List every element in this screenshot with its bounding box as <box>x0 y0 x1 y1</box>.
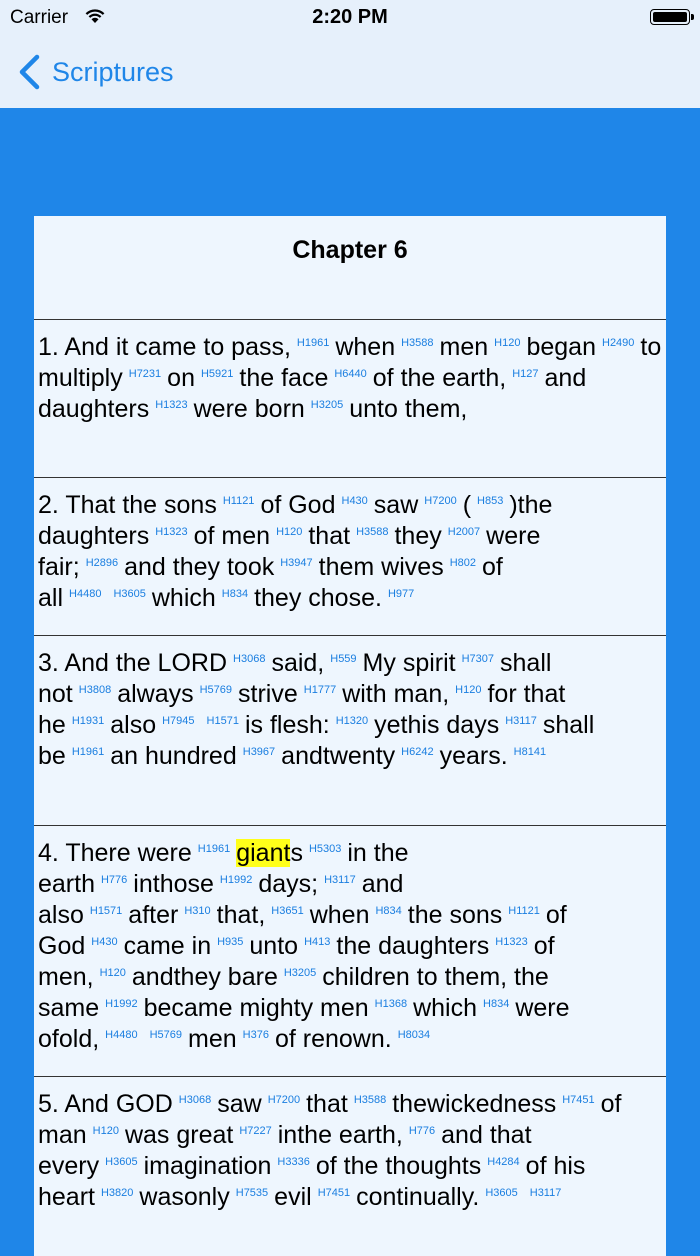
strongs-number-link[interactable]: H3068 <box>178 1094 212 1106</box>
strongs-number-link[interactable]: H1992 <box>105 998 138 1010</box>
verse-list <box>34 320 666 1256</box>
navigation-bar <box>0 36 700 108</box>
verse-word-run: 1. And it came to pass, <box>38 333 291 361</box>
verse-word-run: they <box>394 522 442 550</box>
strongs-number-link[interactable]: H3117 <box>324 874 356 886</box>
strongs-number-link[interactable]: H430 <box>91 936 118 948</box>
verse-word-run: was <box>139 1183 184 1211</box>
verse-word-run: began <box>526 333 596 361</box>
strongs-number-link[interactable]: H3117 <box>529 1187 562 1199</box>
strongs-number-link[interactable]: H7200 <box>424 495 457 507</box>
verse-word-run: continually. <box>356 1183 480 1211</box>
verse-word-run: in the earth <box>38 839 409 898</box>
strongs-number-link[interactable]: H1121 <box>222 495 255 507</box>
strongs-number-link[interactable]: H5769 <box>199 684 233 696</box>
verse-word-run: ( <box>462 491 472 519</box>
verse-word-run: that <box>308 522 351 550</box>
verse-word-run: men <box>439 333 489 361</box>
back-button[interactable] <box>18 52 174 92</box>
verse-word-run: only <box>183 1183 230 1211</box>
verse-word-run: the <box>392 1090 427 1118</box>
verse-word-run: and that every <box>38 1121 532 1180</box>
strongs-number-link[interactable]: H7945 <box>162 715 195 727</box>
clock-time: 2:20 PM <box>312 6 388 28</box>
verse-word-run: of the thoughts <box>315 1152 482 1180</box>
verse-word-run: is flesh: <box>244 711 330 739</box>
strongs-number-link[interactable]: H1323 <box>155 399 188 411</box>
verse-word-run: twenty <box>322 742 396 770</box>
strongs-number-link[interactable]: H5769 <box>149 1029 183 1041</box>
verse-word-run: those <box>152 870 214 898</box>
verse-word-run: said, <box>271 649 325 677</box>
strongs-number-link[interactable]: H3205 <box>283 967 317 979</box>
strongs-number-link[interactable]: H1323 <box>495 936 528 948</box>
search-highlight: giant <box>236 839 291 867</box>
strongs-number-link[interactable]: H3947 <box>280 557 313 569</box>
strongs-number-link[interactable]: H310 <box>184 905 211 917</box>
strongs-number-link[interactable]: H8141 <box>513 746 547 758</box>
verse-word-run: them wives <box>318 553 444 581</box>
strongs-number-link[interactable]: H5921 <box>200 368 234 380</box>
verse-word-run: men <box>188 1025 237 1053</box>
strongs-number-link[interactable]: H3605 <box>113 588 146 600</box>
verse-word-run: and <box>281 742 323 770</box>
strongs-number-link[interactable]: H3205 <box>310 399 344 411</box>
verse-text <box>38 490 662 614</box>
verse-word-run: the sons <box>407 901 503 929</box>
verse-word-run: shall not <box>38 649 552 708</box>
verse-word-run: on <box>167 364 195 392</box>
verse-word-run: unto <box>249 932 299 960</box>
verse-word-run: the daughters <box>336 932 490 960</box>
verse-word-run: wickedness <box>427 1090 557 1118</box>
verse-word-run: of men, <box>38 932 555 991</box>
strongs-number-link[interactable]: H376 <box>242 1029 269 1041</box>
strongs-number-link[interactable]: H4480 <box>69 588 102 600</box>
verse-3[interactable] <box>34 636 666 826</box>
verse-word-run: and <box>131 963 174 991</box>
verse-word-run: that <box>306 1090 348 1118</box>
strongs-number-link[interactable]: H3588 <box>356 526 389 538</box>
verse-word-run: years. <box>439 742 508 770</box>
verse-word-run: unto them, <box>349 395 468 423</box>
strongs-number-link[interactable]: H7227 <box>239 1125 272 1137</box>
status-bar <box>0 0 700 36</box>
strongs-number-link[interactable]: H3336 <box>277 1156 310 1168</box>
strongs-number-link[interactable]: H7200 <box>267 1094 301 1106</box>
verse-word-run: strive <box>238 680 298 708</box>
verse-word-run: of renown. <box>274 1025 392 1053</box>
strongs-number-link[interactable]: H1961 <box>197 843 231 855</box>
verse-word-run: ) <box>509 491 518 519</box>
verse-word-run: to multiply <box>38 333 662 392</box>
verse-text <box>38 838 662 1055</box>
strongs-number-link[interactable]: H7231 <box>128 368 162 380</box>
verse-word-run: after <box>128 901 179 929</box>
strongs-number-link[interactable]: H1571 <box>206 715 239 727</box>
strongs-number-link[interactable]: H3808 <box>78 684 112 696</box>
verse-word-run: were of <box>38 994 570 1053</box>
strongs-number-link[interactable]: H2007 <box>447 526 481 538</box>
strongs-number-link[interactable]: H3588 <box>401 337 434 349</box>
strongs-number-link[interactable]: H120 <box>99 967 126 979</box>
battery-icon <box>650 9 690 25</box>
verse-word-run: days; <box>258 870 319 898</box>
strongs-number-link[interactable]: H5303 <box>308 843 342 855</box>
verse-1[interactable] <box>34 320 666 478</box>
strongs-number-link[interactable]: H2490 <box>602 337 635 349</box>
verse-word-run: they chose. <box>254 584 382 612</box>
strongs-number-link[interactable]: H1571 <box>89 905 123 917</box>
verse-word-run: of his heart <box>38 1152 586 1211</box>
verse-word-run: an hundred <box>110 742 237 770</box>
strongs-number-link[interactable]: H6440 <box>334 368 367 380</box>
verse-word-run: his days <box>407 711 500 739</box>
strongs-number-link[interactable]: H1777 <box>303 684 337 696</box>
verse-word-run: came in <box>123 932 212 960</box>
strongs-number-link[interactable]: H8034 <box>397 1029 431 1041</box>
chapter-content[interactable] <box>34 216 666 1256</box>
verse-word-run: and they took <box>124 553 275 581</box>
verse-word-run: became mighty men <box>143 994 369 1022</box>
verse-word-run: were fair; <box>38 522 541 581</box>
verse-word-run: of men <box>193 522 271 550</box>
strongs-number-link[interactable]: H3605 <box>485 1187 518 1199</box>
strongs-number-link[interactable]: H1931 <box>71 715 105 727</box>
verse-text <box>38 648 662 772</box>
verse-word-run: in <box>277 1121 298 1149</box>
strongs-number-link[interactable]: H935 <box>217 936 244 948</box>
strongs-number-link[interactable]: H430 <box>341 495 368 507</box>
strongs-number-link[interactable]: H1961 <box>71 746 105 758</box>
strongs-number-link[interactable]: H127 <box>512 368 539 380</box>
verse-word-run: with man, <box>342 680 450 708</box>
strongs-number-link[interactable]: H120 <box>455 684 482 696</box>
verse-word-run: s <box>290 839 303 867</box>
carrier-label: Carrier <box>10 7 69 28</box>
verse-word-run: old, <box>58 1025 100 1053</box>
strongs-number-link[interactable]: H3967 <box>242 746 276 758</box>
strongs-number-link[interactable]: H853 <box>477 495 504 507</box>
verse-word-run: were born <box>193 395 305 423</box>
verse-word-run: always <box>117 680 194 708</box>
strongs-number-link[interactable]: H4284 <box>487 1156 520 1168</box>
strongs-number-link[interactable]: H7451 <box>317 1187 351 1199</box>
verse-word-run: of man <box>38 1090 622 1149</box>
strongs-number-link[interactable]: H120 <box>276 526 303 538</box>
verse-word-run: children to them, the same <box>38 963 549 1022</box>
verse-word-run: that, <box>216 901 266 929</box>
back-button-label: Scriptures <box>52 56 174 87</box>
strongs-number-link[interactable]: H776 <box>408 1125 436 1137</box>
verse-5[interactable] <box>34 1077 666 1256</box>
strongs-number-link[interactable]: H834 <box>375 905 402 917</box>
strongs-number-link[interactable]: H977 <box>387 588 415 600</box>
verse-word-run: of God <box>38 901 567 960</box>
verse-word-run: the face <box>239 364 329 392</box>
strongs-number-link[interactable]: H1320 <box>335 715 369 727</box>
verse-word-run: saw <box>373 491 419 519</box>
strongs-number-link[interactable]: H413 <box>304 936 331 948</box>
strongs-number-link[interactable]: H3820 <box>100 1187 134 1199</box>
verse-4[interactable] <box>34 826 666 1077</box>
verse-word-run: of all <box>38 553 503 612</box>
verse-word-run: of the earth, <box>372 364 507 392</box>
strongs-number-link[interactable]: H3117 <box>505 715 537 727</box>
strongs-number-link[interactable]: H7307 <box>461 653 495 665</box>
strongs-number-link[interactable]: H2896 <box>85 557 119 569</box>
verse-word-run: evil <box>274 1183 312 1211</box>
strongs-number-link[interactable]: H3605 <box>105 1156 138 1168</box>
verse-word-run: of God <box>260 491 336 519</box>
verse-word-run: which <box>151 584 216 612</box>
strongs-number-link[interactable]: H6242 <box>401 746 434 758</box>
verse-2[interactable] <box>34 478 666 636</box>
verse-text <box>38 332 662 425</box>
strongs-number-link[interactable]: H1323 <box>155 526 188 538</box>
verse-word-run: was great <box>124 1121 234 1149</box>
strongs-number-link[interactable]: H4480 <box>105 1029 138 1041</box>
strongs-number-link[interactable]: H834 <box>483 998 510 1010</box>
verse-word-run: shall be <box>38 711 595 770</box>
verse-word-run: for that he <box>38 680 566 739</box>
strongs-number-link[interactable]: H3068 <box>233 653 266 665</box>
verse-word-run: and daughters <box>38 364 587 423</box>
verse-word-run: they bare <box>173 963 278 991</box>
verse-word-run: and also <box>38 870 404 929</box>
verse-word-run: also <box>110 711 157 739</box>
verse-word-run: which <box>413 994 478 1022</box>
chapter-title: Chapter 6 <box>34 216 666 320</box>
verse-word-run: 2. That the sons <box>38 491 217 519</box>
verse-word-run: 5. And GOD <box>38 1090 173 1118</box>
verse-word-run: when <box>335 333 396 361</box>
verse-word-run: when <box>309 901 370 929</box>
verse-word-run: imagination <box>143 1152 272 1180</box>
strongs-number-link[interactable]: H776 <box>100 874 128 886</box>
strongs-number-link[interactable]: H1961 <box>296 337 330 349</box>
strongs-number-link[interactable]: H7451 <box>562 1094 595 1106</box>
strongs-number-link[interactable]: H834 <box>221 588 249 600</box>
verse-word-run: 4. There were <box>38 839 192 867</box>
strongs-number-link[interactable]: H3651 <box>271 905 304 917</box>
verse-word-run: My spirit <box>362 649 456 677</box>
strongs-number-link[interactable]: H1368 <box>374 998 408 1010</box>
strongs-number-link[interactable]: H120 <box>92 1125 119 1137</box>
verse-word-run: in <box>133 870 153 898</box>
strongs-number-link[interactable]: H7535 <box>235 1187 269 1199</box>
verse-word-run: 3. And the LORD <box>38 649 228 677</box>
verse-word-run: saw <box>217 1090 262 1118</box>
strongs-number-link[interactable]: H559 <box>330 653 357 665</box>
verse-word-run: the daughters <box>38 491 553 550</box>
strongs-number-link[interactable]: H1121 <box>508 905 540 917</box>
verse-word-run: the earth, <box>297 1121 403 1149</box>
strongs-number-link[interactable]: H802 <box>449 557 476 569</box>
strongs-number-link[interactable]: H1992 <box>219 874 253 886</box>
verse-word-run: yet <box>374 711 408 739</box>
chevron-left-icon <box>18 54 40 90</box>
strongs-number-link[interactable]: H3588 <box>353 1094 387 1106</box>
strongs-number-link[interactable]: H120 <box>494 337 521 349</box>
verse-text <box>38 1089 662 1213</box>
